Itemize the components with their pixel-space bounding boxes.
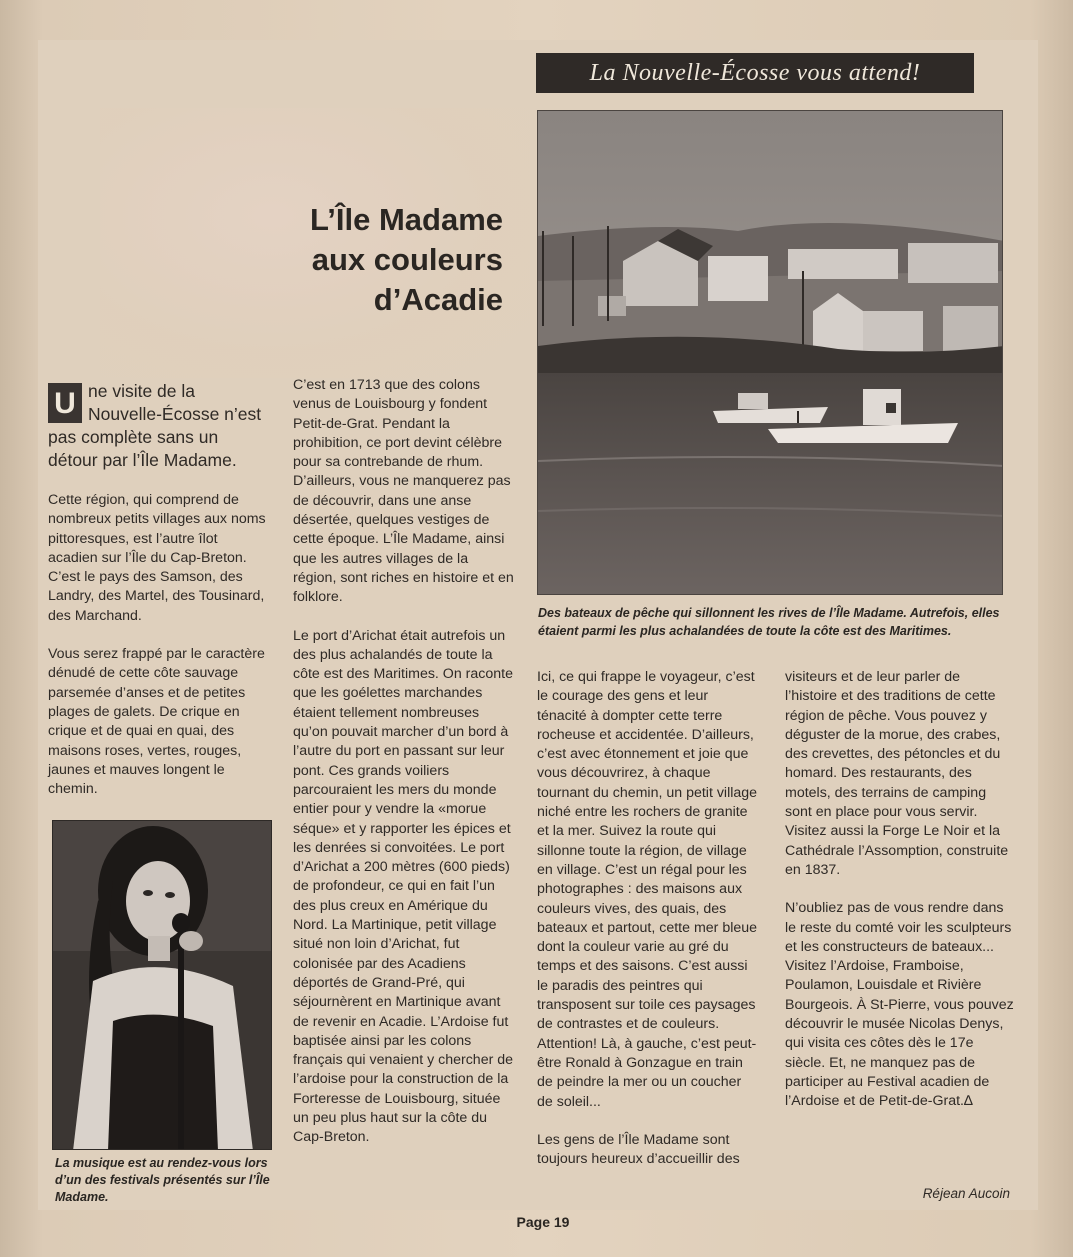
fishing-boats-harbour-image (538, 111, 1003, 595)
article-column-4 (785, 668, 1015, 1131)
harbour-photo-caption: Des bateaux de pêche qui sillonnent les rives de l’Île Madame. Autrefois, elles étaient parmi les plus achalandées de toute la côte est des Maritimes. (538, 606, 1000, 638)
paragraph: Vous serez frappé par le caractère dénudé de cette côte sauvage parsemée d’anses et de petites plages de galets. De crique en crique et de quai en quai, des maisons roses, vertes, rouges, jaunes et mauves longent le chemin. (48, 646, 265, 798)
headline-line-2: aux couleurs (311, 242, 503, 277)
page-number: Page 19 (516, 1214, 570, 1230)
drop-cap: U (48, 383, 82, 423)
headline-line-1: L’Île Madame (310, 202, 503, 237)
article-column-2 (293, 376, 515, 1167)
singer-with-microphone-image (53, 821, 272, 1150)
lead-text: ne visite de la Nouvelle-Écosse n’est pas complète sans un détour par l’Île Madame. (48, 381, 262, 470)
article-column-1 (48, 380, 270, 818)
article-column-3 (537, 668, 759, 1188)
section-banner: La Nouvelle-Écosse vous attend! (536, 53, 974, 93)
paragraph: N’oubliez pas de vous rendre dans le reste du comté voir les sculpteurs et les constructeurs de bateaux... Visitez l’Ardoise, Framboise, Poulamon, Louisdale et Rivière Bourgeois. À St-Pierre, vous pouvez découvrir le musée Nicolas Denys, qui visita ces côtes dès le 17e siècle. Et, ne manquez pas de participer au Festival acadien de l’Ardoise et de Petit-de-Grat.∆ (785, 900, 1014, 1110)
singer-photo-caption: La musique est au rendez-vous lors d’un des festivals présentés sur l’Île Madame. (55, 1156, 270, 1204)
singer-photo (52, 820, 272, 1150)
paragraph: Cette région, qui comprend de nombreux petits villages aux noms pittoresques, est l’autre îlot acadien sur l’Île du Cap-Breton. C’est le pays des Samson, des Landry, des Martel, des Tousinard, des Marchand. (48, 492, 266, 624)
paragraph: visiteurs et de leur parler de l’histoire et des traditions de cette région de pêche. Vous pouvez y déguster de la morue, des crabes, des crevettes, des pétoncles et du homard. Des restaurants, des motels, des terrains de camping sont en place pour vous servir. Visitez aussi la Forge Le Noir et la Cathédrale l’Assomption, construite en 1837. (785, 669, 1009, 878)
lead-paragraph (48, 380, 270, 472)
headline-line-3: d’Acadie (373, 282, 503, 317)
paragraph: C’est en 1713 que des colons venus de Louisbourg y fondent Petit-de-Grat. Pendant la prohibition, ce port devint célèbre pour sa contrebande de rhum. D’ailleurs, vous ne manquerez pas de découvrir, dans une anse désertée, quelques vestiges de cette époque. L’Île Madame, ainsi que les autres villages de la région, sont riches en histoire et en folklore. (293, 377, 514, 606)
paragraph: Ici, ce qui frappe le voyageur, c’est le courage des gens et leur ténacité à dompter cette terre rocheuse et accidentée. D’ailleurs, c’est avec étonnement et joie que vous découvrirez, à chaque tournant du chemin, un petit village niché entre les rochers de granite et la mer. Suivez la route qui sillonne toute la région, de village en village. C’est un régal pour les photographes : des maisons aux couleurs vives, des quais, des bateaux et partout, cette mer bleue dont la couleur varie au gré du temps et des saisons. C’est aussi le paradis des peintres qui transposent sur toile ces paysages de contrastes et de couleurs. Attention! Là, à gauche, c’est peut-être Ronald à Gonzague en train de peindre la mer ou un coucher de soleil... (537, 669, 758, 1110)
article-headline (83, 200, 503, 320)
author-byline: Réjean Aucoin (922, 1186, 1010, 1201)
harbour-photo (537, 110, 1003, 595)
paragraph: Le port d’Arichat était autrefois un des plus achalandés de toute la côte est des Maritimes. On raconte que les goélettes marchandes étaient tellement nombreuses qu’on pouvait marcher d’un bord à l’autre du port en passant sur leur pont. Ces grands voiliers parcouraient les mers du monde entier pour y vendre la «morue séque» et y rapporter les épices et les denrées si convoitées. Le port d’Arichat a 200 mètres (600 pieds) de profondeur, ce qui en fait l’un des plus creux en Amérique du Nord. La Martinique, petit village situé non loin d’Arichat, fut colonisée par des Acadiens déportés de Grand-Pré, qui séjournèrent en Martinique avant de revenir en Acadie. L’Ardoise fut baptisée ainsi par les colons français qui venaient y chercher de l’ardoise pour la construction de la Forteresse de Louisbourg, située un peu plus haut sur la côte du Cap-Breton. (293, 627, 514, 1146)
paragraph: Les gens de l’Île Madame sont toujours heureux d’accueillir des (537, 1131, 740, 1168)
